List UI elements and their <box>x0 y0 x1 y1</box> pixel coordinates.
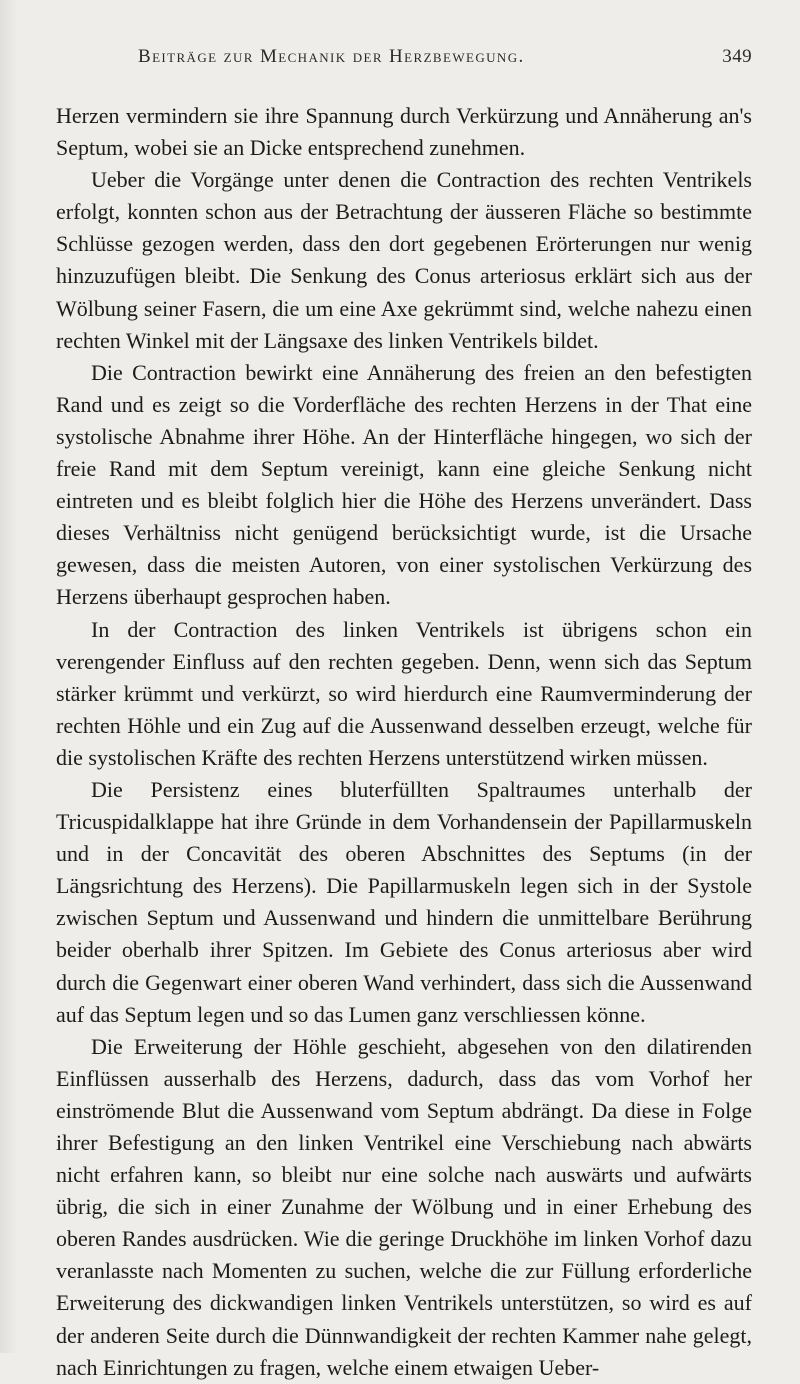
paragraph: Ueber die Vorgänge unter denen die Contraction des rechten Ventrikels erfolgt, konnten schon aus der Betrachtung der äusseren Fläche so bestimmte Schlüsse gezogen werden, dass den dort gegebenen Erörterungen nur wenig hinzuzufügen bleibt. Die Senkung des Conus arteriosus erklärt sich aus der Wölbung seiner Fasern, die um eine Axe gekrümmt sind, welche nahezu einen rechten Winkel mit der Längsaxe des linken Ventrikels bildet. <box>56 167 752 353</box>
page-number: 349 <box>722 46 752 67</box>
paragraph: Die Persistenz eines bluterfüllten Spaltraumes unterhalb der Tricuspidalklappe hat ihre Gründe in dem Vorhandensein der Papillarmuskeln und in der Concavität des oberen Abschnittes des Septums (in der Längsrichtung des Herzens). Die Papillarmuskeln legen sich in der Systole zwischen Septum und Aussenwand und hindern die unmittelbare Berührung beider oberhalb ihrer Spitzen. Im Gebiete des Conus arteriosus aber wird durch die Gegenwart einer oberen Wand verhindert, dass sich die Aussenwand auf das Septum legen und so das Lumen ganz verschliessen könne. <box>56 776 752 1027</box>
paragraph: Herzen vermindern sie ihre Spannung durch Verkürzung und Annäherung an's Septum, wobei sie an Dicke entsprechend zunehmen. <box>56 103 752 161</box>
paragraph: In der Contraction des linken Ventrikels ist übrigens schon ein verengender Einfluss auf den rechten gegeben. Denn, wenn sich das Septum stärker krümmt und verkürzt, so wird hierdurch eine Raumverminderung der rechten Höhle und ein Zug auf die Aussenwand desselben erzeugt, welche für die systolischen Kräfte des rechten Herzens unterstützend wirken müssen. <box>56 616 752 770</box>
paragraph: Die Erweiterung der Höhle geschieht, abgesehen von den dilatirenden Einflüssen ausserhalb des Herzens, dadurch, dass das vom Vorhof her einströmende Blut die Aussenwand vom Septum abdrängt. Da diese in Folge ihrer Befestigung an den linken Ventrikel eine Verschiebung nach abwärts nicht erfahren kann, so bleibt nur eine solche nach auswärts und aufwärts übrig, die sich in einer Zunahme der Wölbung und in einer Erhebung des oberen Randes ausdrücken. Wie die geringe Druckhöhe im linken Vorhof dazu veranlasste nach Momenten zu suchen, welche die zur Füllung erforderliche Erweiterung des dickwandigen linken Ventrikels unterstützen, so wird es auf der anderen Seite durch die Dünnwandigkeit der rechten Kammer nahe gelegt, nach Einrichtungen zu fragen, welche einem etwaigen Ueber- <box>56 1033 752 1380</box>
body-text <box>56 100 752 1384</box>
running-title: Beiträge zur Mechanik der Herzbewegung. <box>138 46 525 67</box>
paragraph: Die Contraction bewirkt eine Annäherung des freien an den befestigten Rand und es zeigt so die Vorderfläche des rechten Herzens in der That eine systolische Abnahme ihrer Höhe. An der Hinterfläche hingegen, wo sich der freie Rand mit dem Septum vereinigt, kann eine gleiche Senkung nicht eintreten und es bleibt folglich hier die Höhe des Herzens unverändert. Dass dieses Verhältniss nicht genügend berücksichtigt wurde, ist die Ursache gewesen, dass die meisten Autoren, von einer systolischen Verkürzung des Herzens überhaupt gesprochen haben. <box>56 359 752 610</box>
running-head <box>56 46 752 86</box>
page-fold-shadow <box>0 0 18 1353</box>
